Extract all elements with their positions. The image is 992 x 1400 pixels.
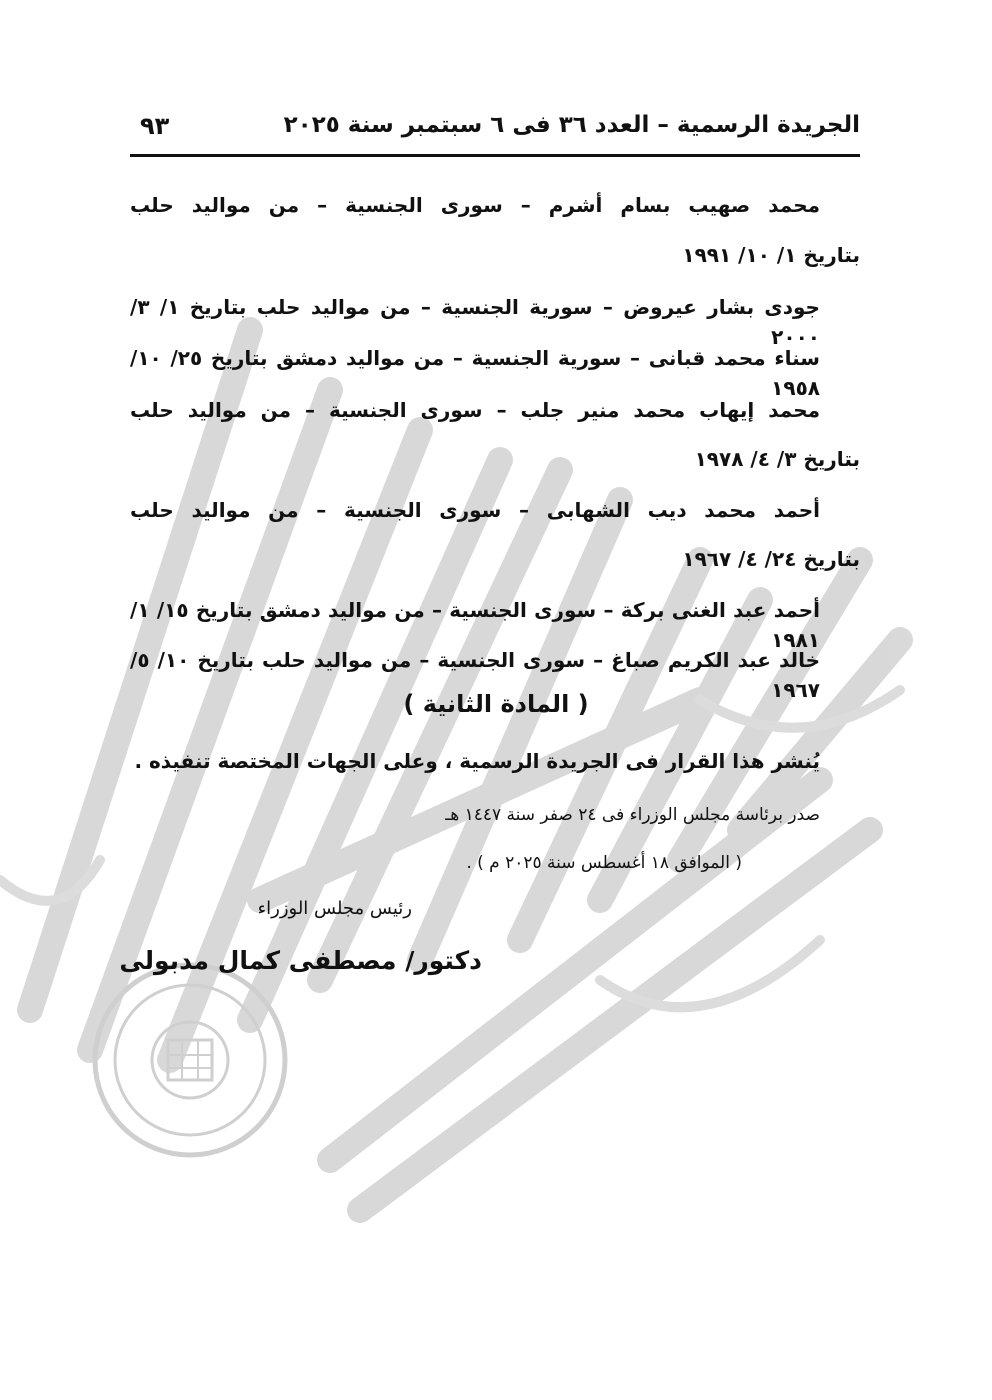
- page-number: ٩٣: [140, 112, 170, 140]
- entry-5-line-2: بتاريخ ٢٤/ ٤/ ١٩٦٧: [682, 547, 860, 571]
- entry-6: أحمد عبد الغنى بركة – سورى الجنسية – من مواليد دمشق بتاريخ ١٥/ ١/ ١٩٨١: [130, 598, 820, 652]
- article-title: ( المادة الثانية ): [403, 690, 589, 718]
- entry-3: سناء محمد قبانى – سورية الجنسية – من مواليد دمشق بتاريخ ٢٥/ ١٠/ ١٩٥٨: [130, 346, 820, 400]
- entry-4-line-1: محمد إيهاب محمد منير جلب – سورى الجنسية – من مواليد حلب: [130, 398, 820, 422]
- entry-1-line-1: محمد صهيب بسام أشرم – سورى الجنسية – من مواليد حلب: [130, 193, 820, 217]
- issued-line-2: ( الموافق ١٨ أغسطس سنة ٢٠٢٥ م ) .: [466, 853, 742, 873]
- page-header: [130, 112, 860, 152]
- entry-7: خالد عبد الكريم صباغ – سورى الجنسية – من مواليد حلب بتاريخ ١٠/ ٥/ ١٩٦٧: [130, 648, 820, 702]
- signature-title: رئيس مجلس الوزراء: [257, 898, 412, 919]
- entry-2: جودى بشار عيروض – سورية الجنسية – من مواليد حلب بتاريخ ١/ ٣/ ٢٠٠٠: [130, 295, 820, 349]
- entry-4-line-2: بتاريخ ٣/ ٤/ ١٩٧٨: [694, 447, 860, 471]
- header-divider: [130, 154, 860, 157]
- entry-1-line-2: بتاريخ ١/ ١٠/ ١٩٩١: [682, 243, 860, 267]
- gazette-issue-title: الجريدة الرسمية – العدد ٣٦ فى ٦ سبتمبر سنة ٢٠٢٥: [283, 112, 860, 138]
- issued-line-1: صدر برئاسة مجلس الوزراء فى ٢٤ صفر سنة ١٤٤٧ هـ: [445, 805, 820, 825]
- article-body: يُنشر هذا القرار فى الجريدة الرسمية ، وعلى الجهات المختصة تنفيذه .: [134, 749, 820, 773]
- entry-5-line-1: أحمد محمد ديب الشهابى – سورى الجنسية – من مواليد حلب: [130, 498, 820, 522]
- signature-name: دكتور/ مصطفى كمال مدبولى: [119, 946, 482, 975]
